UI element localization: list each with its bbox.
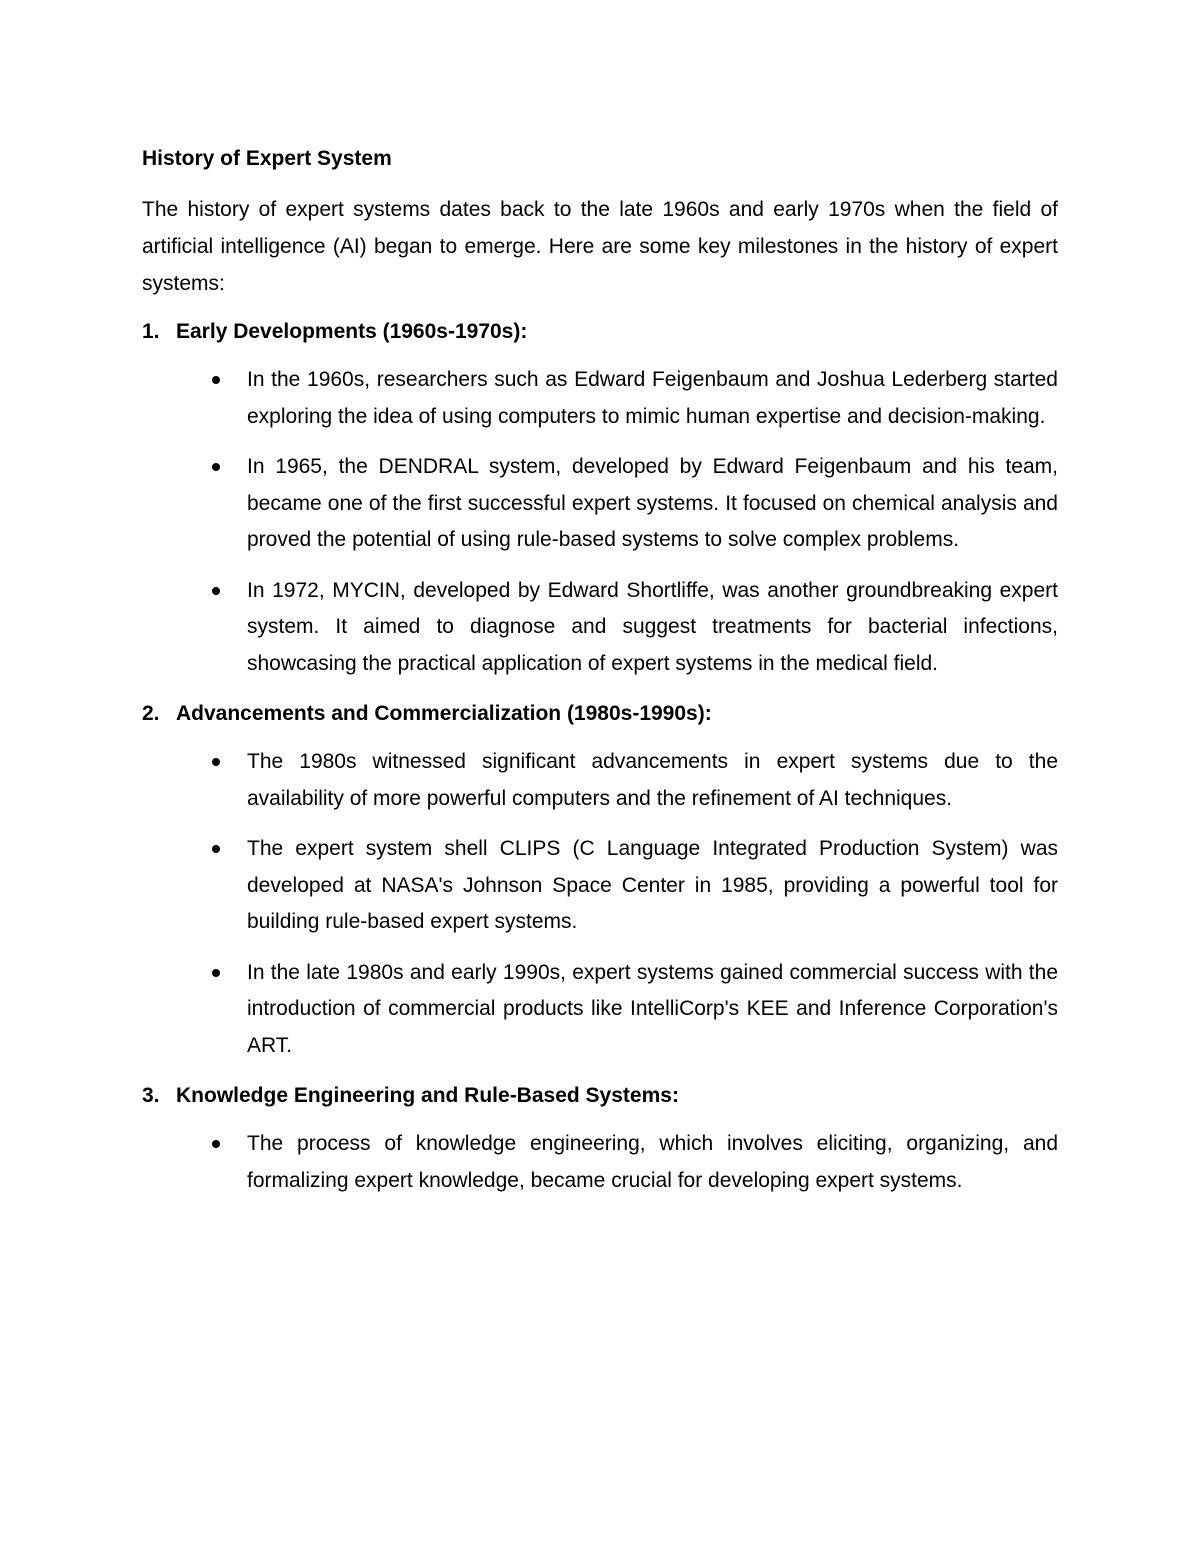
list-item — [142, 744, 1058, 817]
bullet-icon — [142, 362, 247, 398]
bullet-text: The process of knowledge engineering, which involves eliciting, organizing, and formalizing expert knowledge, became crucial for developing expert systems. — [247, 1132, 1058, 1192]
bullet-list — [142, 362, 1058, 682]
section-early-developments — [142, 314, 1058, 682]
section-number: 3. — [142, 1084, 160, 1107]
bullet-text: The expert system shell CLIPS (C Language Integrated Production System) was developed at NASA's Johnson Space Center in 1985, providing a powerful tool for building rule-based expert systems. — [247, 837, 1058, 933]
section-advancements — [142, 696, 1058, 1064]
section-title: Early Developments (1960s-1970s): — [176, 320, 528, 343]
document-title: History of Expert System — [142, 147, 392, 170]
list-item — [142, 449, 1058, 559]
bullet-text: The 1980s witnessed significant advancements in expert systems due to the availability of more powerful computers and the refinement of AI techniques. — [247, 750, 1058, 810]
section-heading — [142, 1078, 1058, 1114]
bullet-text: In 1965, the DENDRAL system, developed by Edward Feigenbaum and his team, became one of the first successful expert systems. It focused on chemical analysis and proved the potential of using rule-based systems to solve complex problems. — [247, 455, 1058, 551]
list-item — [142, 362, 1058, 435]
list-item — [142, 573, 1058, 683]
bullet-icon — [142, 955, 247, 991]
bullet-icon — [142, 744, 247, 780]
section-title: Advancements and Commercialization (1980s-1990s): — [176, 702, 712, 725]
section-knowledge-engineering — [142, 1078, 1058, 1199]
bullet-text: In 1972, MYCIN, developed by Edward Shortliffe, was another groundbreaking expert system. It aimed to diagnose and suggest treatments for bacterial infections, showcasing the practical application of expert systems in the medical field. — [247, 578, 1058, 675]
section-number: 2. — [142, 702, 160, 725]
bullet-icon — [142, 1126, 247, 1162]
section-heading — [142, 696, 1058, 732]
document-body — [142, 141, 1058, 1213]
list-item — [142, 955, 1058, 1065]
list-item — [142, 831, 1058, 941]
list-item — [142, 1126, 1058, 1199]
section-title: Knowledge Engineering and Rule-Based Systems: — [176, 1084, 679, 1107]
section-number: 1. — [142, 320, 160, 343]
bullet-icon — [142, 449, 247, 485]
bullet-icon — [142, 831, 247, 867]
bullet-text: In the late 1980s and early 1990s, expert systems gained commercial success with the introduction of commercial products like IntelliCorp's KEE and Inference Corporation's ART. — [247, 960, 1058, 1057]
bullet-list — [142, 1126, 1058, 1199]
bullet-list — [142, 744, 1058, 1064]
bullet-icon — [142, 573, 247, 609]
bullet-text: In the 1960s, researchers such as Edward Feigenbaum and Joshua Lederberg started exploring the idea of using computers to mimic human expertise and decision-making. — [247, 368, 1058, 428]
section-heading — [142, 314, 1058, 350]
intro-paragraph: The history of expert systems dates back to the late 1960s and early 1970s when the field of artificial intelligence (AI) began to emerge. Here are some key milestones in the history of expert systems: — [142, 198, 1058, 295]
